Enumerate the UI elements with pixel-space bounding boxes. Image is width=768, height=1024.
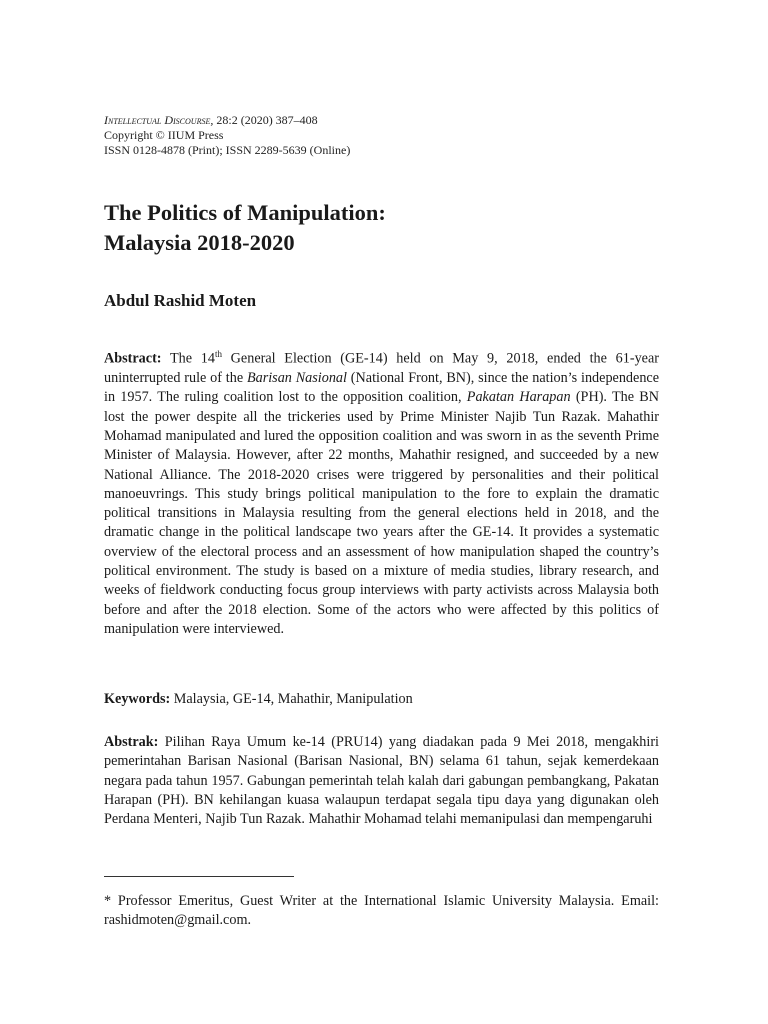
- author-name: Abdul Rashid Moten: [104, 291, 257, 310]
- abstrak-label: Abstrak:: [104, 734, 159, 750]
- keywords-line: [104, 690, 659, 709]
- article-title: [104, 198, 664, 258]
- footnote: * Professor Emeritus, Guest Writer at the International Islamic University Malaysia. Email: rashidmoten@gmail.com.: [104, 893, 659, 929]
- abstract-text: (National Front, BN), since the nation’s independence in 1957. The ruling coalition lost to the opposition coalition,: [104, 370, 660, 406]
- title-line-2: Malaysia 2018-2020: [104, 230, 295, 255]
- citation-line: [104, 113, 350, 128]
- abstract-label: Abstract:: [104, 350, 162, 367]
- keywords-text: Malaysia, GE-14, Mahathir, Manipulation: [170, 691, 413, 707]
- footnote-divider: [104, 876, 294, 877]
- abstrak-paragraph: [104, 733, 659, 829]
- abstract-text: General Election (GE-14) held on May 9, 2018, ended the 61-year uninterrupted rule of the: [104, 350, 659, 387]
- keywords-label: Keywords:: [104, 691, 171, 707]
- abstract-italic-term: Pakatan Harapan: [466, 389, 571, 406]
- abstract-text: (PH). The BN lost the power despite all the trickeries used by Prime Minister Najib Tun Razak. Mahathir Mohamad manipulated and lured the opposition coalition and was sworn in as the seventh Prime Minister of Malaysia. However, after 22 months, Mahathir resigned, and succeeded by a new National Alliance. The 2018-2020 crises were triggered by personalities and their political manoeuvrings. This study brings political manipulation to the fore to explain the dramatic political transitions in Malaysia resulting from the general elections held in 2018, and the dramatic change in the political landscape two years after the GE-14. It provides a systematic overview of the electoral process and an assessment of how manipulation shaped the country’s political environment. The study is based on a mixture of media studies, library research, and weeks of fieldwork conducting focus group interviews with party activists across Malaysia both before and after the 2018 election. Some of the actors who were affected by this politics of manipulation were interviewed.: [104, 389, 659, 637]
- abstract-text: The 14: [161, 350, 215, 367]
- issn-line: ISSN 0128-4878 (Print); ISSN 2289-5639 (Online): [104, 143, 351, 157]
- abstrak-text: Pilihan Raya Umum ke-14 (PRU14) yang diadakan pada 9 Mei 2018, mengakhiri pemerintahan Barisan Nasional (Barisan Nasional, BN) selama 61 tahun, sejak kemerdekaan negara pada tahun 1957. Gabungan pemerintah telah kalah dari gabungan pembangkang, Pakatan Harapan (PH). BN kehilangan kuasa walaupun terdapat segala tipu daya yang digunakan oleh Perdana Menteri, Najib Tun Razak. Mahathir Mohamad telahi memanipulasi dan mempengaruhi: [104, 734, 659, 828]
- volume-pages: 28:2 (2020) 387–408: [213, 113, 318, 127]
- copyright-line: Copyright © IIUM Press: [104, 128, 224, 142]
- ordinal-superscript: th: [214, 349, 222, 359]
- title-line-1: The Politics of Manipulation:: [104, 200, 386, 225]
- journal-header: [104, 113, 350, 158]
- abstract-italic-term: Barisan Nasional: [246, 370, 347, 387]
- abstract-paragraph: [104, 345, 659, 639]
- journal-name: Intellectual Discourse,: [104, 113, 214, 127]
